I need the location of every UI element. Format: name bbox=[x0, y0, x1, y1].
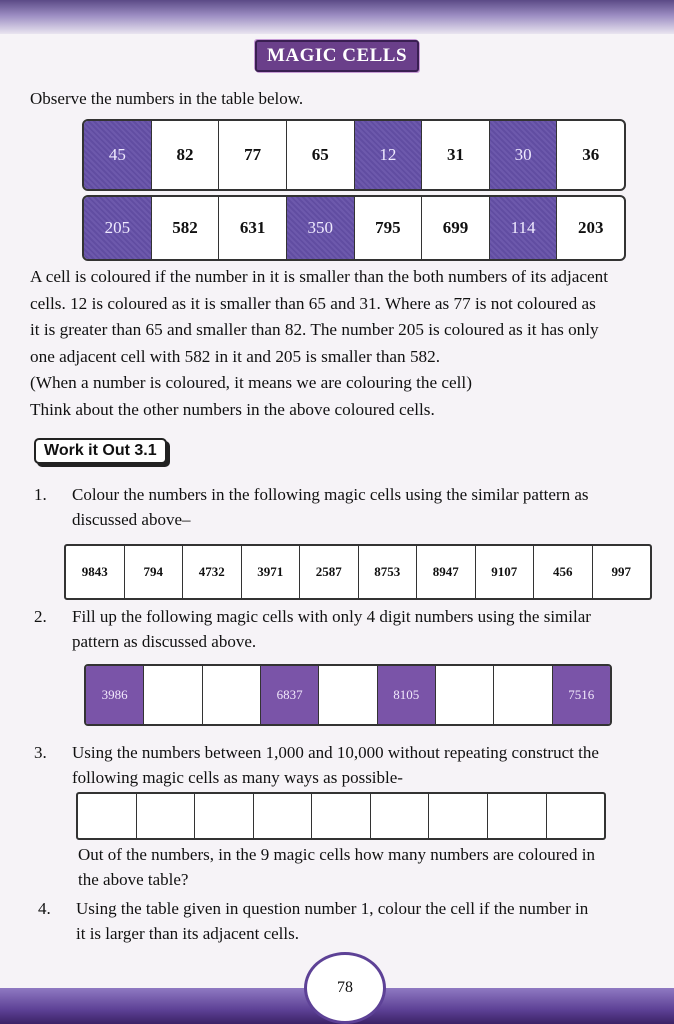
empty-cell bbox=[429, 794, 488, 838]
note-line: Out of the numbers, in the 9 magic cells how many numbers are coloured in bbox=[78, 845, 595, 864]
cell: 8753 bbox=[359, 546, 418, 598]
cell: 456 bbox=[534, 546, 593, 598]
paragraph-line: (When a number is coloured, it means we are colouring the cell) bbox=[30, 373, 472, 392]
coloured-cell: 8105 bbox=[378, 666, 436, 724]
question-line: following magic cells as many ways as possible- bbox=[72, 768, 403, 787]
question-line: Colour the numbers in the following magic cells using the similar pattern as bbox=[72, 485, 589, 504]
paragraph-line: it is greater than 65 and smaller than 82. The number 205 is coloured as it has only bbox=[30, 320, 599, 339]
cell: 82 bbox=[152, 121, 220, 189]
question-line: Fill up the following magic cells with only 4 digit numbers using the similar bbox=[72, 607, 591, 626]
question-number: 1. bbox=[34, 485, 47, 504]
empty-cell bbox=[488, 794, 547, 838]
page-title: MAGIC CELLS bbox=[255, 40, 419, 72]
top-decor-band bbox=[0, 0, 674, 34]
empty-cell bbox=[547, 794, 605, 838]
paragraph-line: A cell is coloured if the number in it is smaller than the both numbers of its adjacent bbox=[30, 267, 609, 286]
cell bbox=[203, 666, 261, 724]
question-line: Using the numbers between 1,000 and 10,000 without repeating construct the bbox=[72, 743, 599, 762]
cell: 631 bbox=[219, 197, 287, 259]
cell: 4732 bbox=[183, 546, 242, 598]
question-number: 3. bbox=[34, 743, 47, 762]
cell: 2587 bbox=[300, 546, 359, 598]
empty-cell bbox=[371, 794, 430, 838]
empty-cell bbox=[137, 794, 196, 838]
coloured-cell: 350 bbox=[287, 197, 355, 259]
cell: 65 bbox=[287, 121, 355, 189]
cell: 699 bbox=[422, 197, 490, 259]
question-line: Using the table given in question number 1, colour the cell if the number in bbox=[76, 899, 589, 918]
cell: 77 bbox=[219, 121, 287, 189]
paragraph-line: cells. 12 is coloured as it is smaller than 65 and 31. Where as 77 is not coloured as bbox=[30, 293, 596, 313]
cell: 9843 bbox=[66, 546, 125, 598]
question-number: 2. bbox=[34, 607, 47, 626]
coloured-cell: 3986 bbox=[86, 666, 144, 724]
magic-cells-table-4 bbox=[84, 664, 612, 726]
cell: 203 bbox=[577, 218, 604, 237]
question-line: pattern as discussed above. bbox=[72, 632, 257, 651]
question-3-note bbox=[78, 842, 658, 892]
question-number: 4. bbox=[38, 899, 51, 918]
cell: 9107 bbox=[476, 546, 535, 598]
cell: 795 bbox=[355, 197, 423, 259]
coloured-cell: 30 bbox=[490, 121, 558, 189]
cell: 794 bbox=[125, 546, 184, 598]
empty-cell bbox=[78, 794, 137, 838]
coloured-cell: 114 bbox=[490, 197, 558, 259]
cell bbox=[144, 666, 202, 724]
magic-cells-table-2 bbox=[82, 195, 626, 261]
empty-cell bbox=[312, 794, 371, 838]
note-line: the above table? bbox=[78, 870, 189, 889]
cell bbox=[319, 666, 377, 724]
cell: 582 bbox=[152, 197, 220, 259]
cell: 997 bbox=[611, 564, 631, 579]
cell: 8947 bbox=[417, 546, 476, 598]
cell: 36 bbox=[582, 145, 600, 164]
coloured-cell: 45 bbox=[84, 121, 152, 189]
question-line: discussed above– bbox=[72, 510, 191, 529]
explanation-paragraph bbox=[30, 264, 654, 423]
coloured-cell: 12 bbox=[355, 121, 423, 189]
coloured-cell: 7516 bbox=[553, 666, 610, 724]
empty-cell bbox=[254, 794, 313, 838]
magic-cells-table-1 bbox=[82, 119, 626, 191]
empty-cell bbox=[195, 794, 254, 838]
cell: 3971 bbox=[242, 546, 301, 598]
magic-cells-table-5-empty bbox=[76, 792, 606, 840]
title-wrap bbox=[0, 40, 674, 72]
work-it-out-heading: Work it Out 3.1 bbox=[34, 438, 167, 464]
paragraph-line: Think about the other numbers in the above coloured cells. bbox=[30, 399, 435, 419]
magic-cells-table-3 bbox=[64, 544, 652, 600]
coloured-cell: 205 bbox=[84, 197, 152, 259]
page-number: 78 bbox=[304, 952, 386, 1024]
cell bbox=[494, 666, 552, 724]
question-line: it is larger than its adjacent cells. bbox=[76, 924, 299, 943]
coloured-cell: 6837 bbox=[261, 666, 319, 724]
paragraph-line: one adjacent cell with 582 in it and 205 is smaller than 582. bbox=[30, 346, 441, 366]
cell bbox=[436, 666, 494, 724]
intro-text: Observe the numbers in the table below. bbox=[30, 89, 304, 108]
cell: 31 bbox=[422, 121, 490, 189]
